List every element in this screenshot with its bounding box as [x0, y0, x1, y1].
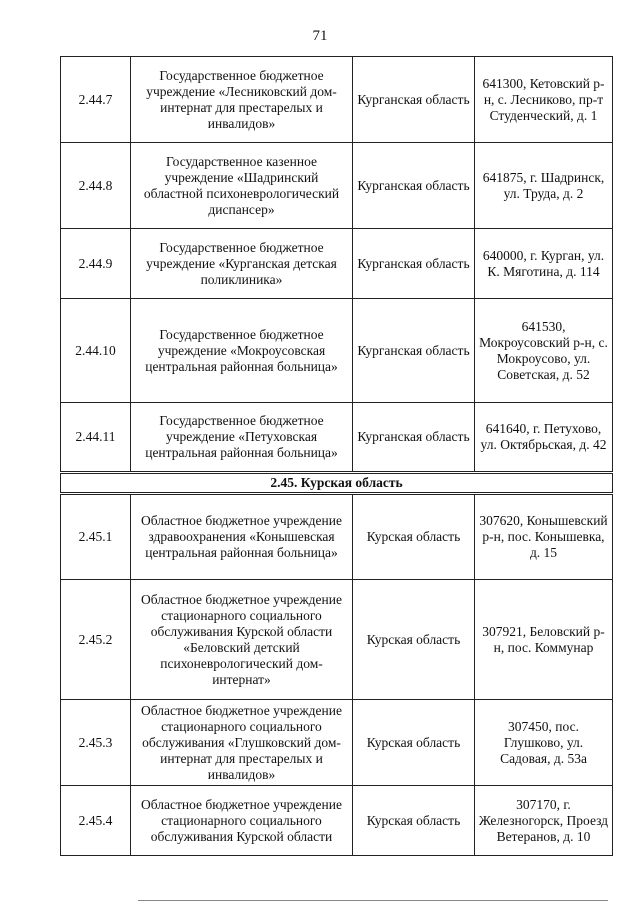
row-number-cell: 2.45.3	[61, 700, 131, 786]
table-row	[61, 57, 613, 143]
institution-name-cell: Областное бюджетное учреждение стационарного социального обслуживания Курской области «Беловский детский психоневрологический дом-интернат»	[131, 580, 353, 700]
address-cell: 307170, г. Железногорск, Проезд Ветеранов, д. 10	[475, 786, 613, 856]
address-cell: 641530, Мокроусовский р-н, с. Мокроусово, ул. Советская, д. 52	[475, 299, 613, 403]
row-number-cell: 2.45.4	[61, 786, 131, 856]
institutions-table	[60, 56, 613, 856]
address-cell: 307620, Конышевский р-н, пос. Конышевка, д. 15	[475, 494, 613, 580]
address-cell: 641300, Кетовский р-н, с. Лесниково, пр-т Студенческий, д. 1	[475, 57, 613, 143]
bottom-rule	[138, 900, 608, 901]
address-cell: 640000, г. Курган, ул. К. Мяготина, д. 114	[475, 229, 613, 299]
region-cell: Курганская область	[353, 403, 475, 473]
table-row	[61, 580, 613, 700]
region-cell: Курская область	[353, 580, 475, 700]
row-number-cell: 2.44.10	[61, 299, 131, 403]
institution-name-cell: Государственное бюджетное учреждение «Петуховская центральная районная больница»	[131, 403, 353, 473]
institution-name-cell: Государственное казенное учреждение «Шадринский областной психоневрологический диспансер»	[131, 143, 353, 229]
address-cell: 641875, г. Шадринск, ул. Труда, д. 2	[475, 143, 613, 229]
table-row	[61, 143, 613, 229]
institution-name-cell: Областное бюджетное учреждение стационарного социального обслуживания «Глушковский дом-интернат для престарелых и инвалидов»	[131, 700, 353, 786]
region-cell: Курганская область	[353, 143, 475, 229]
institution-name-cell: Государственное бюджетное учреждение «Мокроусовская центральная районная больница»	[131, 299, 353, 403]
region-cell: Курганская область	[353, 229, 475, 299]
region-cell: Курская область	[353, 786, 475, 856]
address-cell: 307450, пос. Глушково, ул. Садовая, д. 53а	[475, 700, 613, 786]
section-title: 2.45. Курская область	[61, 473, 613, 494]
table-row	[61, 494, 613, 580]
region-cell: Курганская область	[353, 57, 475, 143]
table-row	[61, 403, 613, 473]
table-row	[61, 229, 613, 299]
row-number-cell: 2.44.7	[61, 57, 131, 143]
row-number-cell: 2.44.9	[61, 229, 131, 299]
institution-name-cell: Областное бюджетное учреждение здравоохранения «Конышевская центральная районная больница»	[131, 494, 353, 580]
table-body	[61, 57, 613, 856]
row-number-cell: 2.44.8	[61, 143, 131, 229]
region-cell: Курская область	[353, 700, 475, 786]
institution-name-cell: Государственное бюджетное учреждение «Лесниковский дом-интернат для престарелых и инвалидов»	[131, 57, 353, 143]
table-row	[61, 786, 613, 856]
section-header-row	[61, 473, 613, 494]
table-row	[61, 700, 613, 786]
region-cell: Курская область	[353, 494, 475, 580]
row-number-cell: 2.45.2	[61, 580, 131, 700]
table-row	[61, 299, 613, 403]
address-cell: 641640, г. Петухово, ул. Октябрьская, д. 42	[475, 403, 613, 473]
row-number-cell: 2.45.1	[61, 494, 131, 580]
institution-name-cell: Областное бюджетное учреждение стационарного социального обслуживания Курской области	[131, 786, 353, 856]
row-number-cell: 2.44.11	[61, 403, 131, 473]
page-number: 71	[312, 28, 328, 44]
institution-name-cell: Государственное бюджетное учреждение «Курганская детская поликлиника»	[131, 229, 353, 299]
region-cell: Курганская область	[353, 299, 475, 403]
address-cell: 307921, Беловский р-н, пос. Коммунар	[475, 580, 613, 700]
